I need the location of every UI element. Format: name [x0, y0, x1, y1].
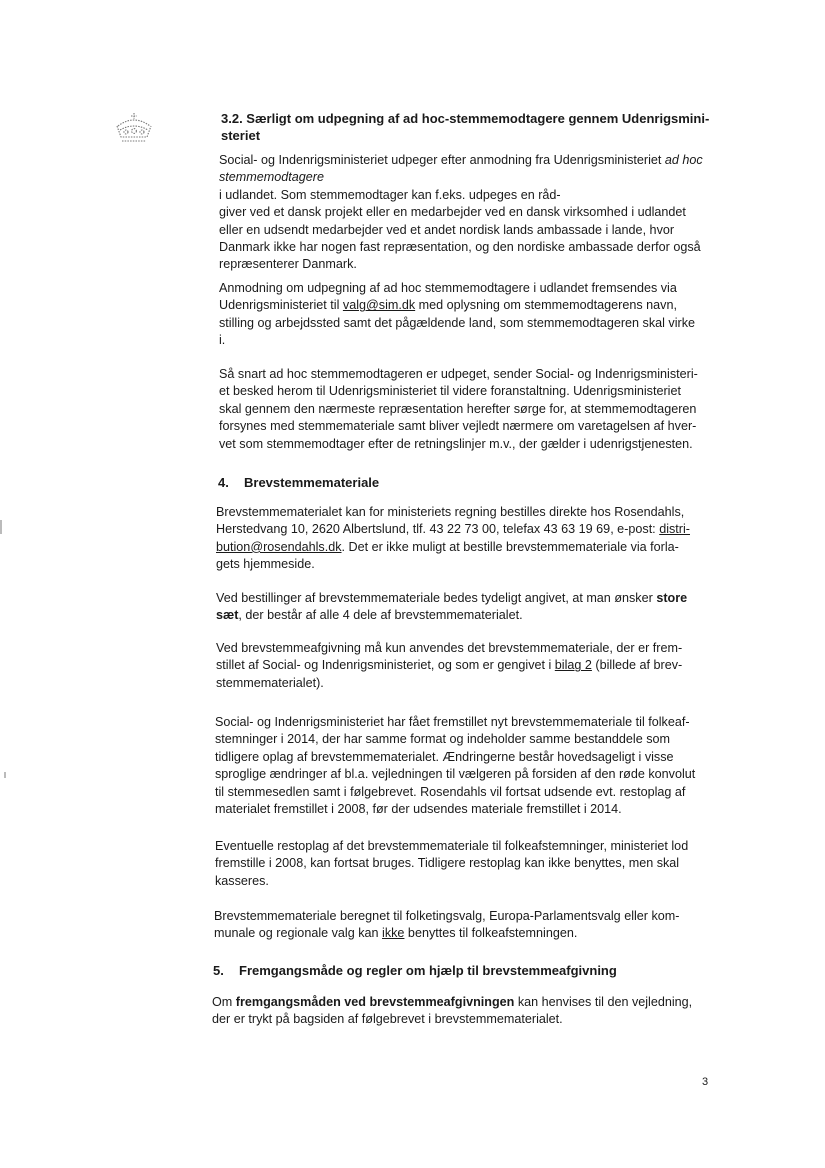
paragraph: Social- og Indenrigsministeriet udpeger efter anmodning fra Udenrigsministeriet ad hoc stemmemodtagere i udlandet. Som stemmemodtager kan f.eks. udpeges en råd- giver ved et dansk projekt eller en medarbejder ved en dansk virksomhed i udlandet eller en udsendt medarbejder ved et andet nordisk lands ambassade i lande, hvor Danmark ikke har nogen fast repræsentation, og den nordiske ambassade derfor også repræsenterer Danmark.	[219, 153, 703, 272]
bold-term: store	[656, 591, 688, 605]
paragraph: Brevstemmemateriale beregnet til folketingsvalg, Europa-Parlamentsvalg eller kom- munale og regionale valg kan ikke benyttes til folkeafstemningen.	[214, 909, 680, 941]
heading-line: steriet	[221, 128, 261, 144]
section-number: 4.	[218, 475, 229, 490]
paragraph: Social- og Indenrigsministeriet har fået fremstillet nyt brevstemmemateriale til folkeaf- stemninger i 2014, der har samme format og indeholder samme bestanddele som tidligere oplag af brevstemmematerialet. Ændringerne består hovedsageligt i visse sproglige ændringer af bl.a. vejledningen til vælgeren på forsiden af den røde konvolut til stemmesedlen samt i følgebrevet. Rosendahls vil fortsat udsende evt. restoplag af materialet fremstillet i 2008, før der udsendes materiale fremstillet i 2014.	[215, 715, 696, 817]
paragraph: Ved brevstemmeafgivning må kun anvendes det brevstemmemateriale, der er frem- stillet af Social- og Indenrigsministeriet, og som er gengivet i bilag 2 (billede af brev- stemmematerialet).	[216, 641, 683, 690]
paragraph: Eventuelle restoplag af det brevstemmemateriale til folkeafstemninger, ministeriet lod fremstille i 2008, kan fortsat bruges. Tidligere restoplag kan ikke benyttes, men skal kasseres.	[215, 839, 689, 888]
paragraph: Ved bestillinger af brevstemmemateriale bedes tydeligt angivet, at man ønsker store sæt, der består af alle 4 dele af brevstemmematerialet.	[216, 591, 688, 623]
section-4-heading	[218, 474, 728, 491]
heading-line: 3.2. Særligt om udpegning af ad hoc-stemmemodtagere gennem Udenrigsmini-	[221, 111, 710, 126]
scan-mark	[4, 772, 6, 778]
bilag-link[interactable]: bilag 2	[554, 658, 592, 673]
section-title: Fremgangsmåde og regler om hjælp til brevstemmeafgivning	[239, 963, 617, 978]
paragraph: Om fremgangsmåden ved brevstemmeafgivningen kan henvises til den vejledning, der er trykt på bagsiden af følgebrevet i brevstemmematerialet.	[212, 995, 693, 1027]
email-link[interactable]: valg@sim.dk	[342, 298, 416, 313]
paragraph: Anmodning om udpegning af ad hoc stemmemodtagere i udlandet fremsendes via Udenrigsministeriet til valg@sim.dk med oplysning om stemmemodtagerens navn, stilling og arbejdssted samt det pågældende land, som stemmemodtageren skal virke i.	[219, 281, 696, 348]
scan-mark	[0, 520, 2, 534]
crown-logo-icon	[112, 110, 156, 146]
email-link[interactable]: bution@rosendahls.dk	[216, 539, 342, 554]
paragraph: Brevstemmematerialet kan for ministeriets regning bestilles direkte hos Rosendahls, Herstedvang 10, 2620 Albertslund, tlf. 43 22 73 00, telefax 43 63 19 69, e-post: distri- bution@rosendahls.dk. Det er ikke muligt at bestille brevstemmemateriale via forla- gets hjemmeside.	[216, 505, 690, 572]
underlined-word: ikke	[382, 926, 405, 941]
bold-term: sæt	[216, 608, 239, 623]
section-3-2-heading	[221, 110, 731, 145]
italic-term: ad hoc stemmemodtagere	[219, 153, 703, 185]
paragraph: Så snart ad hoc stemmemodtageren er udpeget, sender Social- og Indenrigsministeri- et besked herom til Udenrigsministeriet til videre foranstaltning. Udenrigsministeriet skal gennem den nærmeste repræsentation herefter sørge for, at stemmemodtageren forsynes med stemmemateriale samt bliver vejledt nærmere om varetagelsen af hver- vet som stemmemodtager efter de retningslinjer m.v., der gælder i udenrigstjenesten.	[219, 367, 698, 451]
page-number: 3	[702, 1076, 709, 1088]
section-5-heading	[213, 962, 733, 979]
section-number: 5.	[213, 963, 224, 978]
section-title: Brevstemmemateriale	[244, 475, 380, 490]
email-link[interactable]: distri-	[659, 522, 690, 537]
bold-term: fremgangsmåden ved brevstemmeafgivningen	[235, 995, 515, 1009]
